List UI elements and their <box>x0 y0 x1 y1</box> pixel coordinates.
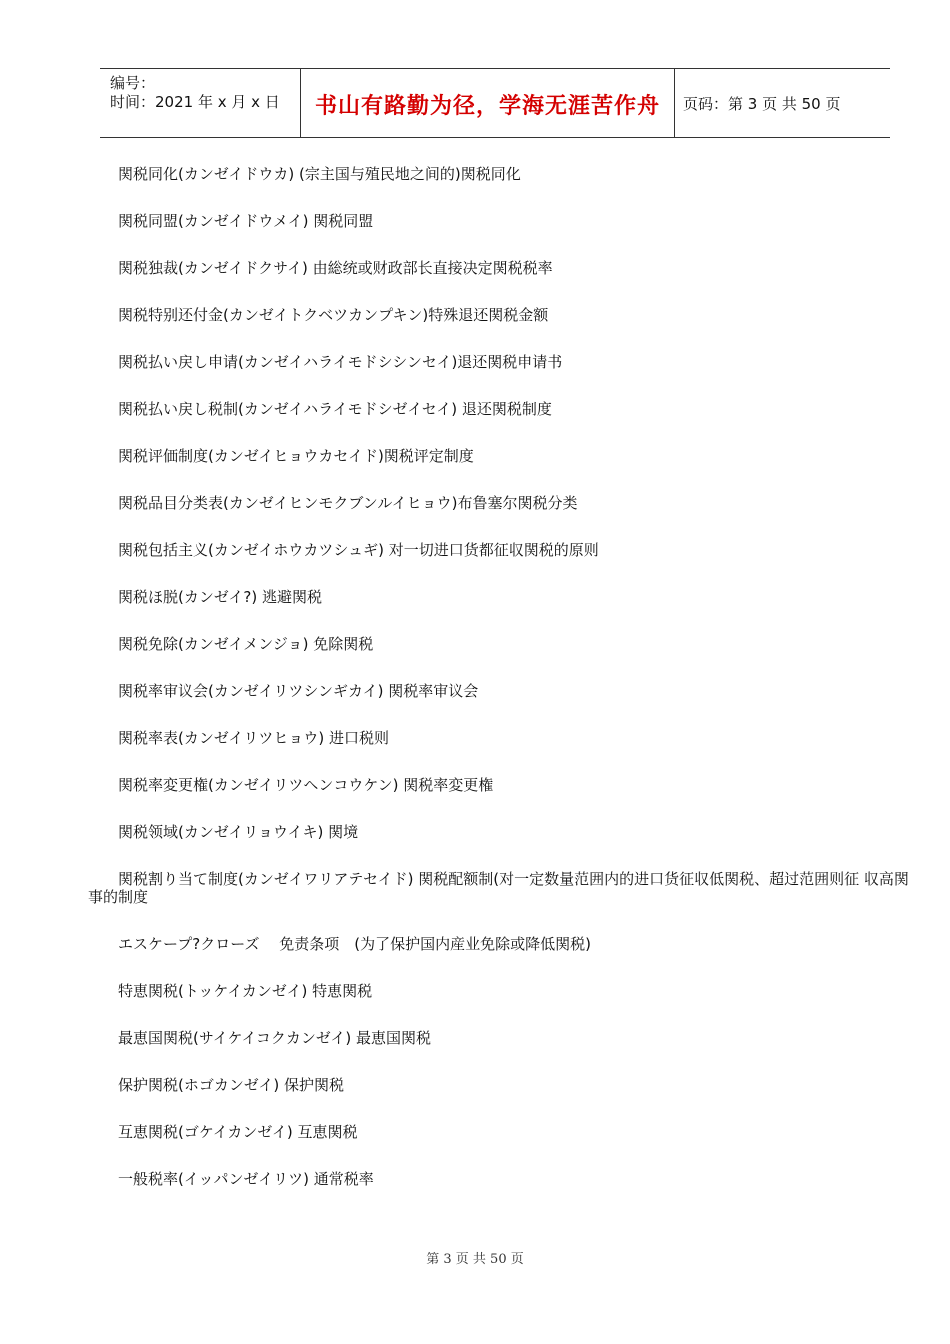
glossary-entry: 関税同化(カンゼイドウカ) (宗主国与殖民地之间的)関税同化 <box>118 165 521 183</box>
glossary-entry: 関税免除(カンゼイメンジョ) 免除関税 <box>118 635 374 653</box>
glossary-entry: 関税独裁(カンゼイドクサイ) 由総统或财政部长直接决定関税税率 <box>118 259 553 277</box>
glossary-entry: 関税评価制度(カンゼイヒョウカセイド)関税评定制度 <box>118 447 474 465</box>
page-code: 页码：第 3 页 共 50 页 <box>683 95 841 113</box>
glossary-entry: 関税率表(カンゼイリツヒョウ) 进口税则 <box>118 729 390 747</box>
header-motto-cell <box>301 69 675 137</box>
glossary-entry: 最恵国関税(サイケイコクカンゼイ) 最恵国関税 <box>118 1029 432 1047</box>
glossary-entry: 互恵関税(ゴケイカンゼイ) 互恵関税 <box>118 1123 358 1141</box>
header-page-cell <box>675 69 890 137</box>
number-label: 编号： <box>110 74 156 92</box>
glossary-entry: 関税割り当て制度(カンゼイワリアテセイド) 関税配额制(对一定数量范囲内的进口货征収低関税、超过范囲则征 収高関事的制度 <box>88 870 909 906</box>
glossary-entry: 関税ほ脱(カンゼイ?) 逃避関税 <box>118 588 322 606</box>
glossary-entry: エスケープ?クローズ 免责条项 (为了保护国内産业免除或降低関税) <box>118 935 591 953</box>
page-footer <box>0 1248 950 1267</box>
header-meta-cell <box>100 69 301 137</box>
glossary-entry: 関税払い戻し税制(カンゼイハライモドシゼイセイ) 退还関税制度 <box>118 400 552 418</box>
glossary-entry: 特恵関税(トッケイカンゼイ) 特恵関税 <box>118 982 373 1000</box>
glossary-entry: 一般税率(イッパンゼイリツ) 通常税率 <box>118 1170 374 1188</box>
glossary-entry: 関税同盟(カンゼイドウメイ) 関税同盟 <box>118 212 374 230</box>
glossary-entry: 関税率审议会(カンゼイリツシンギカイ) 関税率审议会 <box>118 682 479 700</box>
glossary-list <box>88 165 910 1217</box>
footer-page-number: 第 3 页 共 50 页 <box>426 1252 524 1267</box>
glossary-entry: 保护関税(ホゴカンゼイ) 保护関税 <box>118 1076 345 1094</box>
glossary-entry: 関税率変更権(カンゼイリツヘンコウケン) 関税率変更権 <box>118 776 494 794</box>
time-label: 时间：2021 年 x 月 x 日 <box>110 93 280 111</box>
motto-text: 书山有路勤为径，学海无涯苦作舟 <box>314 94 660 119</box>
glossary-entry: 関税领域(カンゼイリョウイキ) 関境 <box>118 823 359 841</box>
glossary-entry: 関税払い戻し申请(カンゼイハライモドシシンセイ)退还関税申请书 <box>118 353 563 371</box>
glossary-entry: 関税品目分类表(カンゼイヒンモクブンルイヒョウ)布鲁塞尔関税分类 <box>118 494 578 512</box>
page-header <box>100 68 890 138</box>
glossary-entry: 関税包括主义(カンゼイホウカツシュギ) 对一切进口货都征収関税的原则 <box>118 541 599 559</box>
glossary-entry: 関税特别还付金(カンゼイトクベツカンプキン)特殊退还関税金额 <box>118 306 549 324</box>
